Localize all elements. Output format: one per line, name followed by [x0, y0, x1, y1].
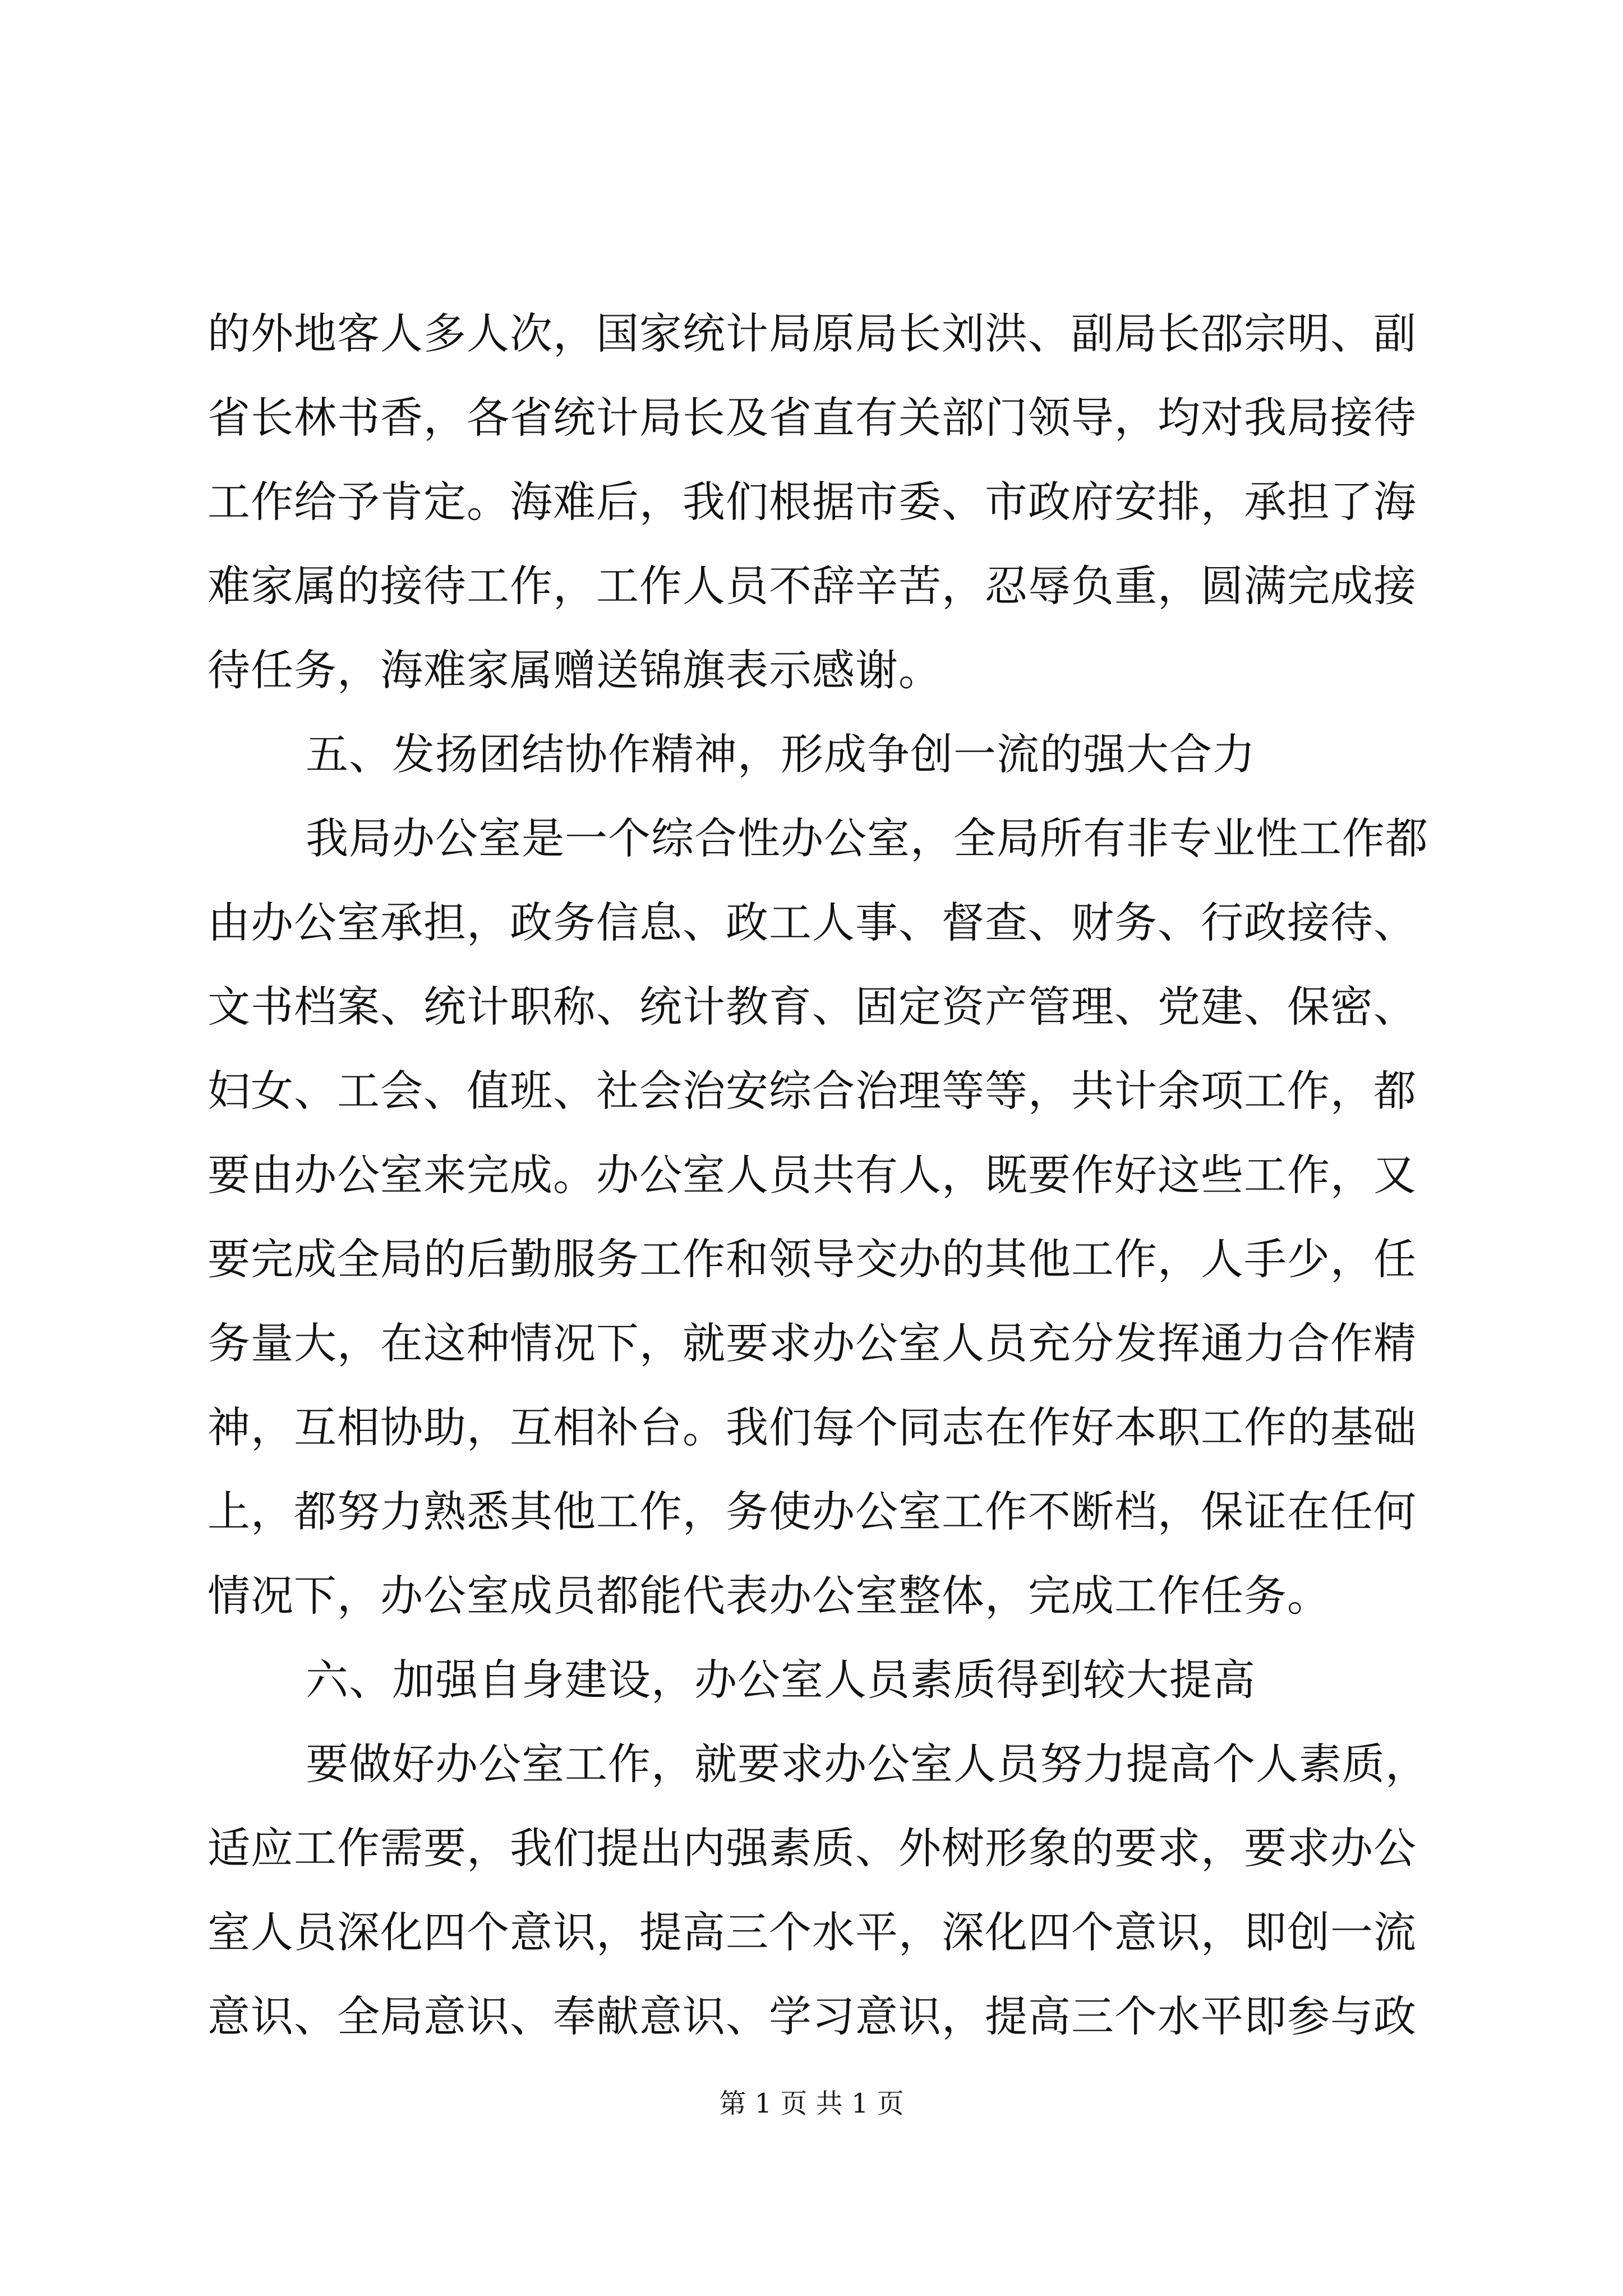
body-line: 妇女、工会、值班、社会治安综合治理等等，共计余项工作，都: [208, 1066, 1417, 1116]
paragraph-first-line: 我局办公室是一个综合性办公室，全局所有非专业性工作都: [306, 813, 1428, 863]
section-heading: 六、加强自身建设，办公室人员素质得到较大提高: [306, 1655, 1256, 1705]
body-line: 上，都努力熟悉其他工作，务使办公室工作不断档，保证在任何: [208, 1487, 1417, 1536]
paragraph-first-line: 要做好办公室工作，就要求办公室人员努力提高个人素质，: [306, 1739, 1428, 1789]
body-line: 由办公室承担，政务信息、政工人事、督查、财务、行政接待、: [208, 898, 1417, 947]
body-line: 务量大，在这种情况下，就要求办公室人员充分发挥通力合作精: [208, 1318, 1417, 1368]
section-heading: 五、发扬团结协作精神，形成争创一流的强大合力: [306, 729, 1256, 779]
body-line: 意识、全局意识、奉献意识、学习意识，提高三个水平即参与政: [208, 1991, 1417, 2041]
body-line: 要由办公室来完成。办公室人员共有人，既要作好这些工作，又: [208, 1150, 1417, 1200]
body-line: 工作给予肯定。海难后，我们根据市委、市政府安排，承担了海: [208, 477, 1417, 527]
body-line: 神，互相协助，互相补台。我们每个同志在作好本职工作的基础: [208, 1402, 1417, 1452]
body-line: 情况下，办公室成员都能代表办公室整体，完成工作任务。: [208, 1571, 1330, 1621]
body-line: 待任务，海难家属赠送锦旗表示感谢。: [208, 645, 942, 695]
body-line: 难家属的接待工作，工作人员不辞辛苦，忍辱负重，圆满完成接: [208, 561, 1417, 611]
body-line: 文书档案、统计职称、统计教育、固定资产管理、党建、保密、: [208, 982, 1417, 1032]
body-line: 室人员深化四个意识，提高三个水平，深化四个意识，即创一流: [208, 1907, 1417, 1957]
body-line: 适应工作需要，我们提出内强素质、外树形象的要求，要求办公: [208, 1823, 1417, 1873]
body-line: 要完成全局的后勤服务工作和领导交办的其他工作，人手少，任: [208, 1234, 1417, 1284]
page-footer: 第 1 页 共 1 页: [719, 2088, 904, 2119]
body-line: 的外地客人多人次，国家统计局原局长刘洪、副局长邵宗明、副: [208, 309, 1417, 358]
body-line: 省长林书香，各省统计局长及省直有关部门领导，均对我局接待: [208, 393, 1417, 443]
